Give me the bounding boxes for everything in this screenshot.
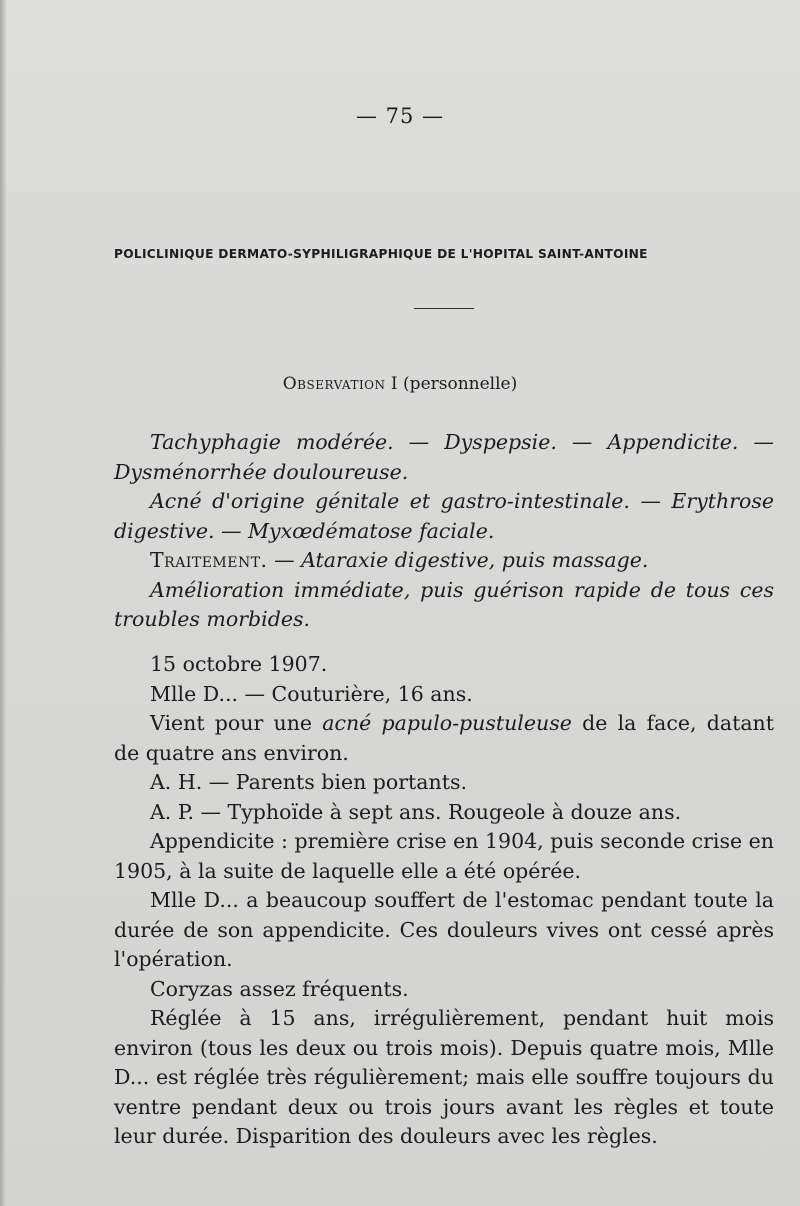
page-number: — 75 — <box>355 104 445 128</box>
body-visit-post: de la face, datant de quatre ans environ. <box>114 711 774 765</box>
body-coryzas: Coryzas assez fréquents. <box>150 976 409 1001</box>
body-patient: Mlle D... — Couturière, 16 ans. <box>150 681 473 706</box>
body-regles: Réglée à 15 ans, irrégulièrement, pendant huit mois environ (tous les deux ou trois mois). Depuis quatre mois, Mlle D... est réglée très régulièrement; mais elle souffre toujours du ventre pendant deux ou trois jours avant les règles et toute leur durée. Disparition des douleurs avec les règles. <box>114 1006 774 1148</box>
summary-block <box>114 428 774 635</box>
observation-body <box>114 650 774 1152</box>
body-visit-pre: Vient pour une <box>150 711 323 735</box>
body-date: 15 octobre 1907. <box>150 652 328 676</box>
running-header: POLICLINIQUE DERMATO-SYPHILIGRAPHIQUE DE L'HOPITAL SAINT-ANTOINE <box>114 247 648 261</box>
body-antecedents-personnels: A. P. — Typhoïde à sept ans. Rougeole à douze ans. <box>150 799 682 824</box>
body-antecedents-hereditaires: A. H. — Parents bien portants. <box>150 770 467 794</box>
observation-title <box>0 374 800 394</box>
observation-subtitle: I (personnelle) <box>385 374 518 394</box>
page-edge-shadow <box>0 0 6 1206</box>
summary-treatment-label: Traitement. <box>150 548 268 572</box>
summary-treatment-text: — Ataraxie digestive, puis massage. <box>267 548 649 572</box>
body-appendicite: Appendicite : première crise en 1904, puis seconde crise en 1905, à la suite de laquelle elle a été opérée. <box>114 829 774 883</box>
observation-label: Observation <box>282 374 386 394</box>
summary-line-acne: Acné d'origine génitale et gastro-intestinale. — Erythrose digestive. — Myxœdématose faciale. <box>114 489 774 543</box>
body-estomac: Mlle D... a beaucoup souffert de l'estomac pendant toute la durée de son appendicite. Ces douleurs vives ont cessé après l'opération. <box>114 888 774 971</box>
body-visit-em: acné papulo-pustuleuse <box>322 711 572 735</box>
summary-line-outcome: Amélioration immédiate, puis guérison rapide de tous ces troubles morbides. <box>114 577 774 631</box>
body-visit <box>114 709 774 768</box>
summary-line-diagnosis: Tachyphagie modérée. — Dyspepsie. — Appendicite. — Dysménorrhée douloureuse. <box>114 430 774 484</box>
separator-rule <box>414 308 474 309</box>
